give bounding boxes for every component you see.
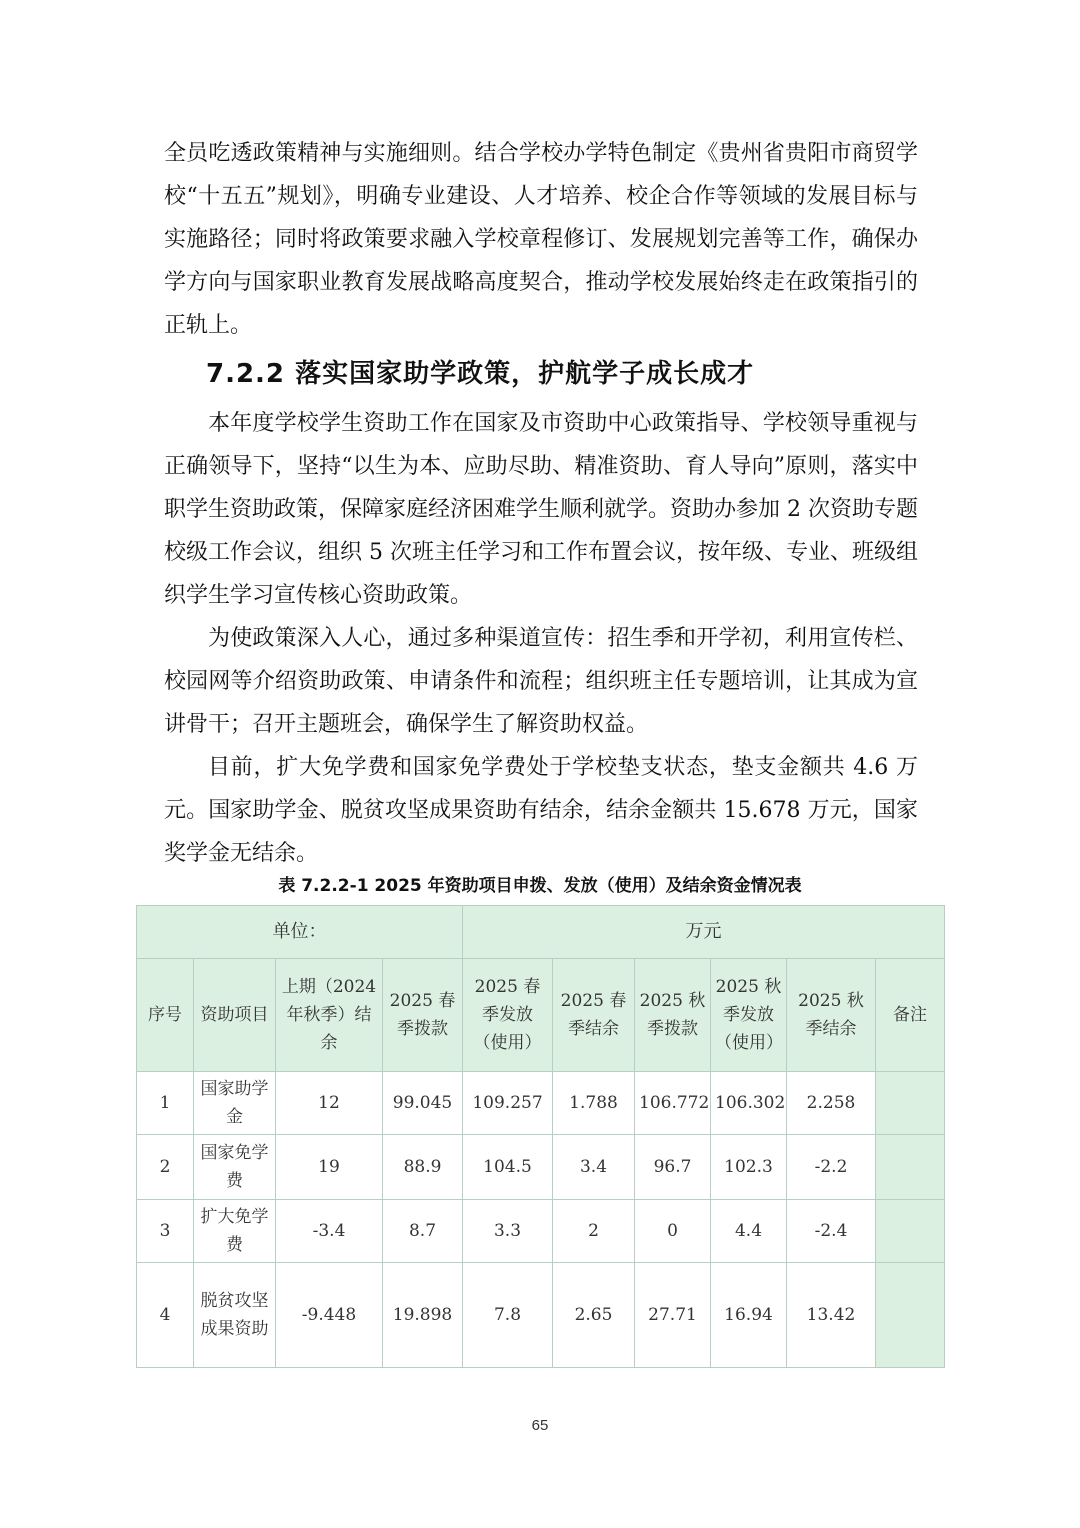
spring-allocation: 8.7 <box>383 1200 463 1263</box>
header-cell: 2025 春季结余 <box>553 959 635 1072</box>
page-number: 65 <box>531 1417 549 1434</box>
row-number: 3 <box>137 1200 194 1263</box>
header-row <box>137 959 945 1072</box>
funding-item: 国家免学费 <box>194 1135 276 1200</box>
table-row <box>137 1135 945 1200</box>
body-paragraph-1: 本年度学校学生资助工作在国家及市资助中心政策指导、学校领导重视与正确领导下，坚持“以生为本、应助尽助、精准资助、育人导向”原则，落实中职学生资助政策，保障家庭经济困难学生顺利就学。资助办参加 2 次资助专题校级工作会议，组织 5 次班主任学习和工作布置会议，按年级、专业、班级组织学生学习宣传核心资助政策。 <box>164 411 918 608</box>
autumn-balance: 2.258 <box>787 1072 876 1135</box>
funding-item: 扩大免学费 <box>194 1200 276 1263</box>
row-number: 2 <box>137 1135 194 1200</box>
header-cell: 资助项目 <box>194 959 276 1072</box>
header-cell: 2025 秋季拨款 <box>635 959 711 1072</box>
note-cell <box>876 1263 945 1368</box>
autumn-allocation: 96.7 <box>635 1135 711 1200</box>
spring-used: 7.8 <box>463 1263 553 1368</box>
table-row <box>137 1072 945 1135</box>
funding-item: 脱贫攻坚成果资助 <box>194 1263 276 1368</box>
autumn-used: 106.302 <box>711 1072 787 1135</box>
note-cell <box>876 1135 945 1200</box>
spring-allocation: 99.045 <box>383 1072 463 1135</box>
note-cell <box>876 1072 945 1135</box>
autumn-balance: -2.2 <box>787 1135 876 1200</box>
spring-allocation: 88.9 <box>383 1135 463 1200</box>
prev-balance: -9.448 <box>276 1263 383 1368</box>
spring-balance: 3.4 <box>553 1135 635 1200</box>
unit-label: 单位： <box>137 906 463 959</box>
autumn-allocation: 106.772 <box>635 1072 711 1135</box>
header-cell: 上期（2024 年秋季）结余 <box>276 959 383 1072</box>
autumn-used: 16.94 <box>711 1263 787 1368</box>
prev-balance: -3.4 <box>276 1200 383 1263</box>
funding-table <box>136 905 945 1368</box>
header-cell: 2025 春季拨款 <box>383 959 463 1072</box>
intro-paragraph: 全员吃透政策精神与实施细则。结合学校办学特色制定《贵州省贵阳市商贸学校“十五五”规划》，明确专业建设、人才培养、校企合作等领域的发展目标与实施路径；同时将政策要求融入学校章程修订、发展规划完善等工作，确保办学方向与国家职业教育发展战略高度契合，推动学校发展始终走在政策指引的正轨上。 <box>164 141 918 338</box>
unit-row <box>137 906 945 959</box>
prev-balance: 12 <box>276 1072 383 1135</box>
funding-item: 国家助学金 <box>194 1072 276 1135</box>
table-caption: 表 7.2.2-1 2025 年资助项目申拨、发放（使用）及结余资金情况表 <box>278 876 802 896</box>
autumn-used: 102.3 <box>711 1135 787 1200</box>
header-cell: 备注 <box>876 959 945 1072</box>
spring-used: 3.3 <box>463 1200 553 1263</box>
table-row <box>137 1263 945 1368</box>
row-number: 4 <box>137 1263 194 1368</box>
autumn-allocation: 27.71 <box>635 1263 711 1368</box>
autumn-allocation: 0 <box>635 1200 711 1263</box>
spring-balance: 2.65 <box>553 1263 635 1368</box>
spring-allocation: 19.898 <box>383 1263 463 1368</box>
body-paragraph-2: 为使政策深入人心，通过多种渠道宣传：招生季和开学初，利用宣传栏、校园网等介绍资助政策、申请条件和流程；组织班主任专题培训，让其成为宣讲骨干；召开主题班会，确保学生了解资助权益。 <box>164 626 918 737</box>
row-number: 1 <box>137 1072 194 1135</box>
autumn-balance: -2.4 <box>787 1200 876 1263</box>
body-paragraph-3: 目前，扩大免学费和国家免学费处于学校垫支状态，垫支金额共 4.6 万元。国家助学金、脱贫攻坚成果资助有结余，结余金额共 15.678 万元，国家奖学金无结余。 <box>164 755 918 866</box>
spring-used: 104.5 <box>463 1135 553 1200</box>
header-cell: 2025 秋季发放（使用） <box>711 959 787 1072</box>
header-cell: 序号 <box>137 959 194 1072</box>
spring-balance: 2 <box>553 1200 635 1263</box>
spring-balance: 1.788 <box>553 1072 635 1135</box>
unit-value: 万元 <box>463 906 945 959</box>
note-cell <box>876 1200 945 1263</box>
section-heading: 7.2.2 落实国家助学政策，护航学子成长成才 <box>206 359 755 389</box>
spring-used: 109.257 <box>463 1072 553 1135</box>
header-cell: 2025 春季发放（使用） <box>463 959 553 1072</box>
prev-balance: 19 <box>276 1135 383 1200</box>
header-cell: 2025 秋季结余 <box>787 959 876 1072</box>
autumn-used: 4.4 <box>711 1200 787 1263</box>
autumn-balance: 13.42 <box>787 1263 876 1368</box>
table-row <box>137 1200 945 1263</box>
